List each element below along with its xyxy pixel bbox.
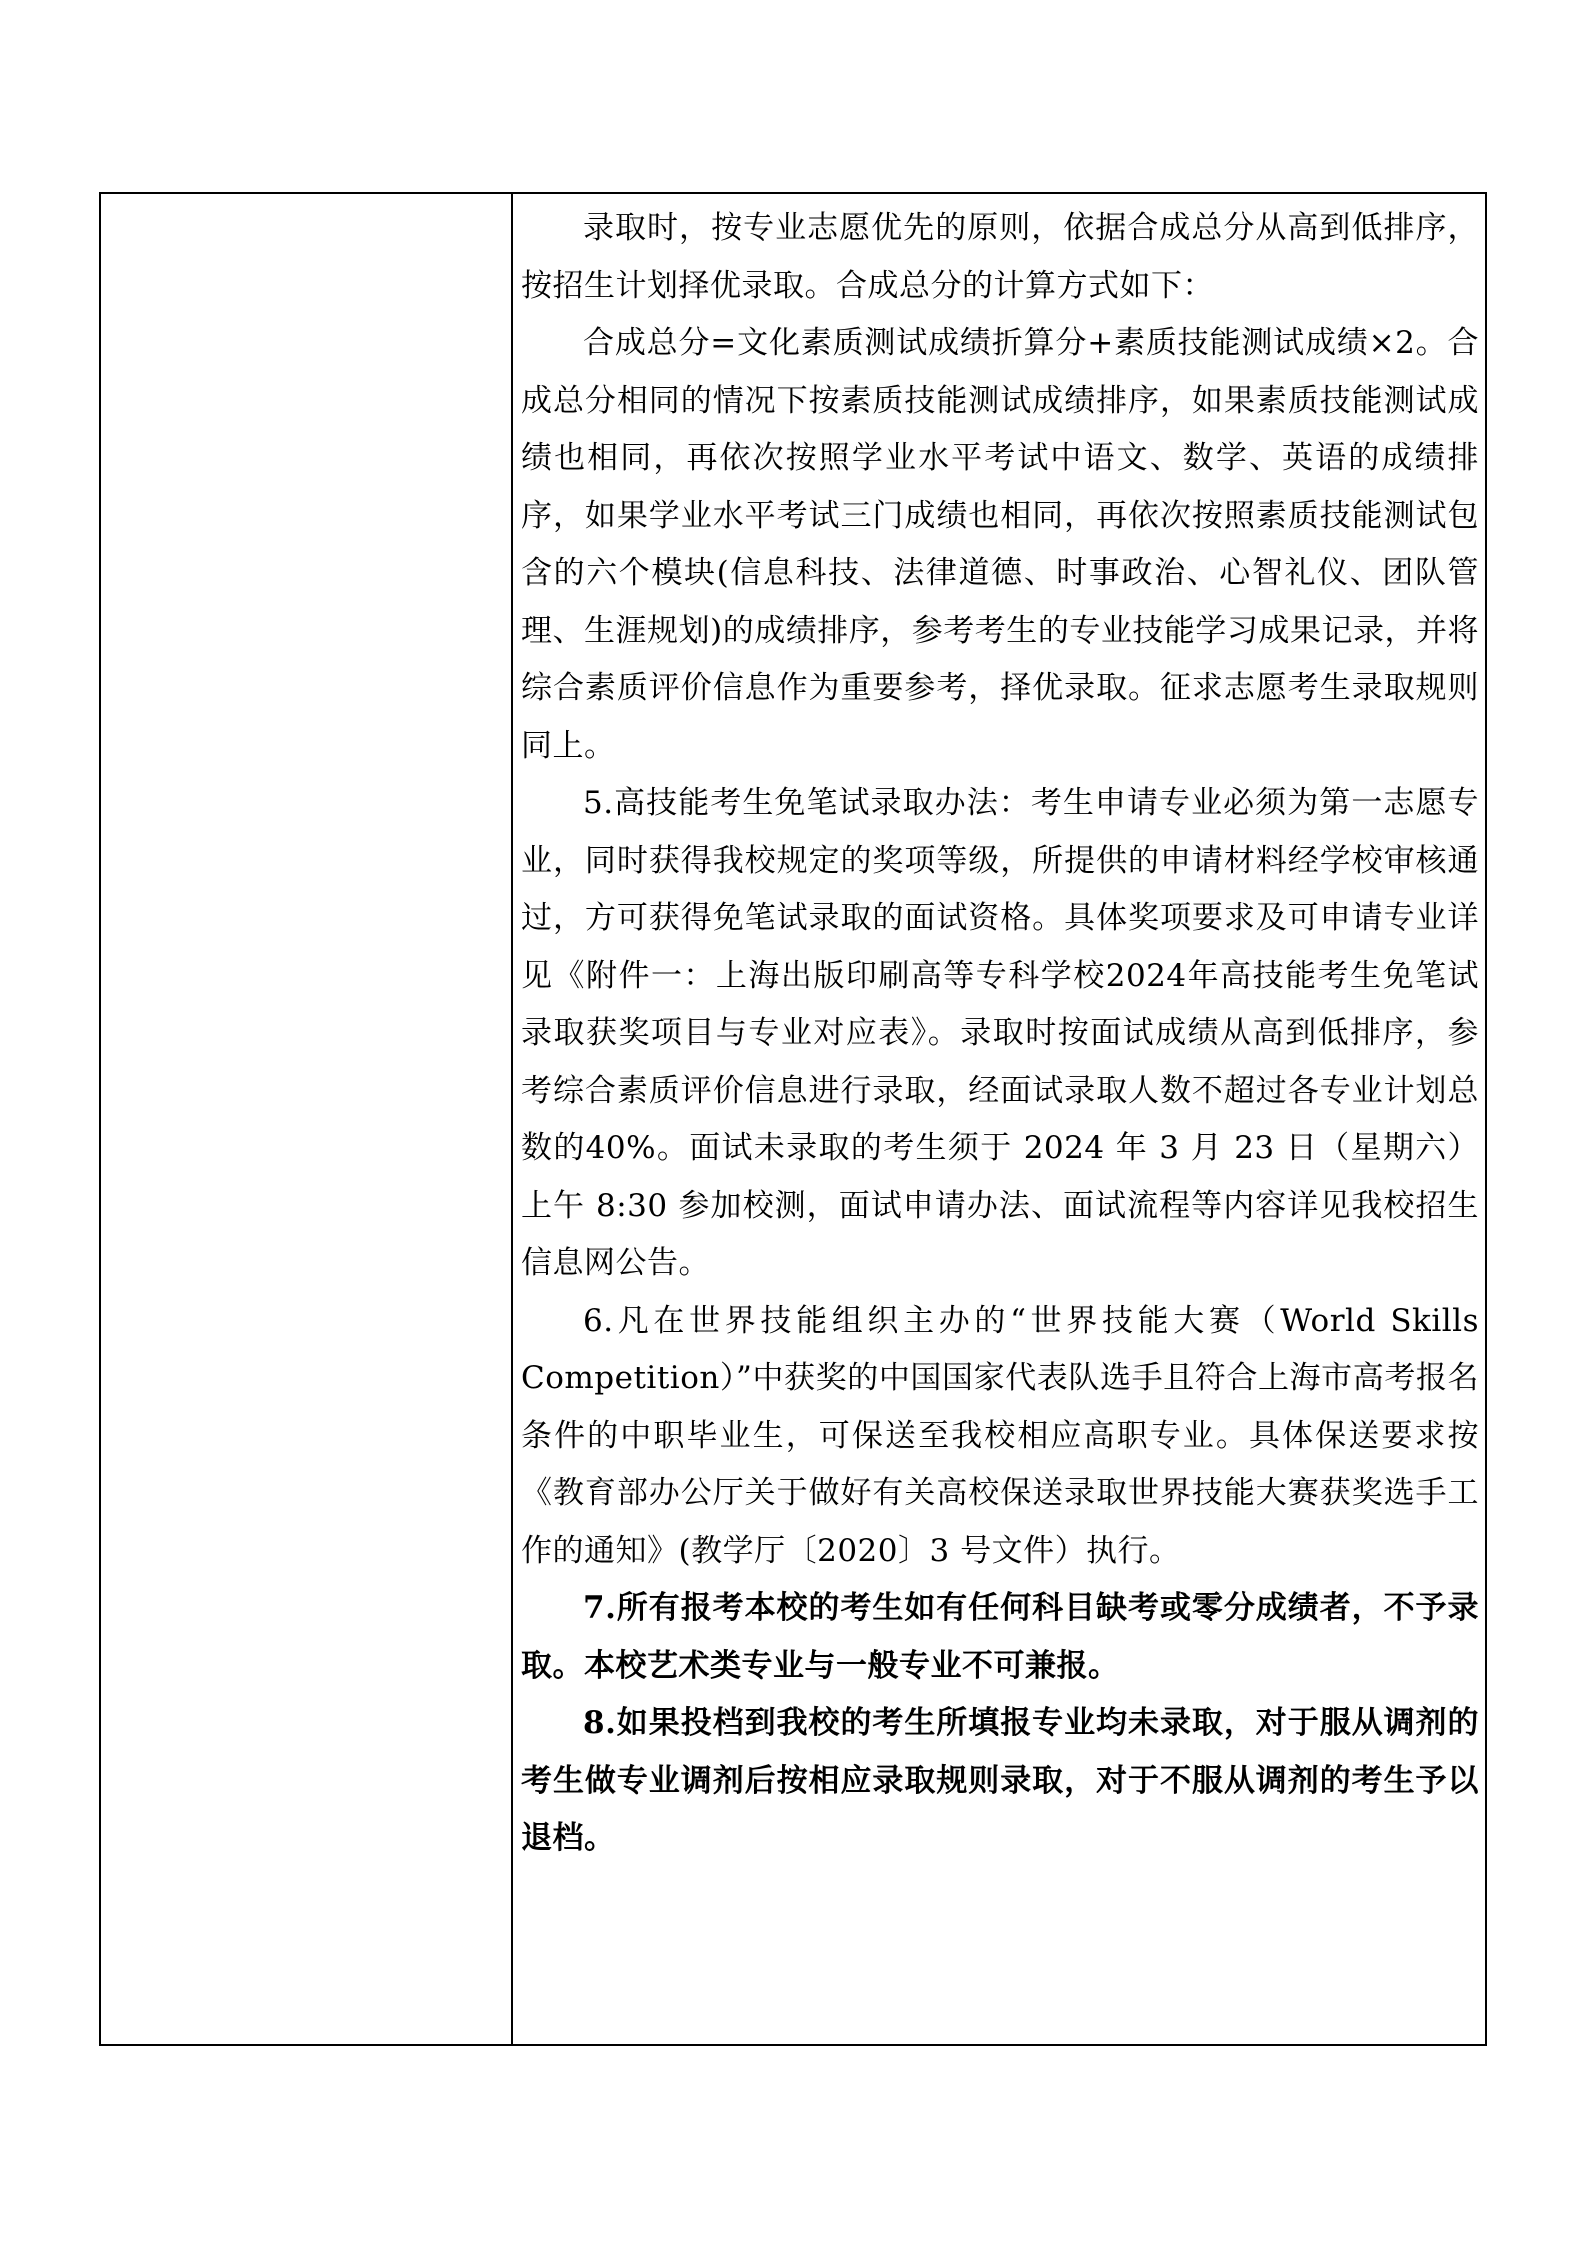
- table-right-cell: [521, 200, 1479, 1868]
- paragraph-composite-score: 合成总分=文化素质测试成绩折算分+素质技能测试成绩×2。合成总分相同的情况下按素质技能测试成绩排序，如果素质技能测试成绩也相同，再依次按照学业水平考试中语文、数学、英语的成绩排序，如果学业水平考试三门成绩也相同，再依次按照素质技能测试包含的六个模块(信息科技、法律道德、时事政治、心智礼仪、团队管理、生涯规划)的成绩排序，参考考生的专业技能学习成果记录，并将综合素质评价信息作为重要参考，择优录取。征求志愿考生录取规则同上。: [521, 325, 1479, 764]
- paragraph-item-7: 7.所有报考本校的考生如有任何科目缺考或零分成绩者，不予录取。本校艺术类专业与一般专业不可兼报。: [521, 1590, 1479, 1684]
- paragraph-admission-rule: 录取时，按专业志愿优先的原则，依据合成总分从高到低排序，按招生计划择优录取。合成总分的计算方式如下：: [521, 210, 1479, 304]
- column-divider: [511, 192, 513, 2046]
- paragraph-item-8: 8.如果投档到我校的考生所填报专业均未录取，对于服从调剂的考生做专业调剂后按相应录取规则录取，对于不服从调剂的考生予以退档。: [521, 1705, 1479, 1856]
- paragraph-item-5: 5.高技能考生免笔试录取办法：考生申请专业必须为第一志愿专业，同时获得我校规定的奖项等级，所提供的申请材料经学校审核通过，方可获得免笔试录取的面试资格。具体奖项要求及可申请专业详见《附件一：上海出版印刷高等专科学校2024年高技能考生免笔试录取获奖项目与专业对应表》。录取时按面试成绩从高到低排序，参考综合素质评价信息进行录取，经面试录取人数不超过各专业计划总数的40%。面试未录取的考生须于 2024 年 3 月 23 日（星期六）上午 8:30 参加校测，面试申请办法、面试流程等内容详见我校招生信息网公告。: [521, 785, 1479, 1281]
- paragraph-item-6: 6.凡在世界技能组织主办的“世界技能大赛（World Skills Competition）”中获奖的中国国家代表队选手且符合上海市高考报名条件的中职毕业生，可保送至我校相应高职专业。具体保送要求按《教育部办公厅关于做好有关高校保送录取世界技能大赛获奖选手工作的通知》(教学厅〔2020〕3 号文件）执行。: [521, 1302, 1479, 1569]
